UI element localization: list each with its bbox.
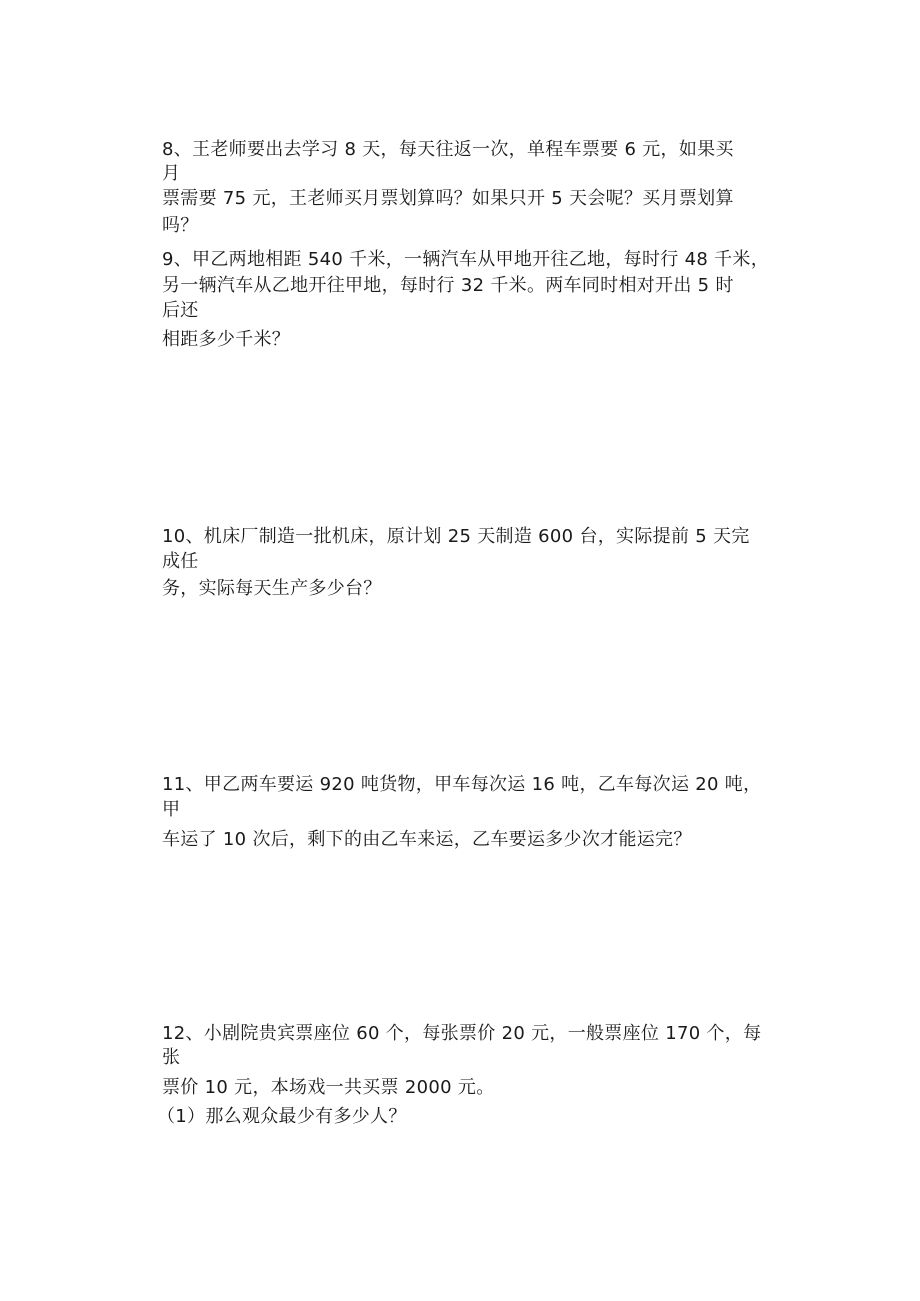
question-9-line-2: 另一辆汽车从乙地开往甲地，每时行 32 千米。两车同时相对开出 5 时 <box>162 275 734 296</box>
question-8-line-1: 8、王老师要出去学习 8 天，每天往返一次，单程车票要 6 元，如果买 <box>162 139 734 160</box>
question-9-line-4: 相距多少千米？ <box>162 329 291 350</box>
question-11-line-3: 车运了 10 次后，剩下的由乙车来运，乙车要运多少次才能运完？ <box>162 829 692 850</box>
question-10-line-3: 务，实际每天生产多少台？ <box>162 578 382 599</box>
question-11-line-1: 11、甲乙两车要运 920 吨货物，甲车每次运 16 吨，乙车每次运 20 吨， <box>162 774 762 795</box>
question-12-line-1: 12、小剧院贵宾票座位 60 个，每张票价 20 元，一般票座位 170 个，每 <box>162 1023 762 1044</box>
question-11-line-2: 甲 <box>162 799 181 820</box>
question-9-line-3: 后还 <box>162 300 199 321</box>
question-12-subquestion-1: （1）那么观众最少有多少人？ <box>157 1106 407 1127</box>
question-8-line-4: 吗？ <box>162 215 199 236</box>
question-12-line-2: 张 <box>162 1047 181 1068</box>
question-9-line-1: 9、甲乙两地相距 540 千米，一辆汽车从甲地开往乙地，每时行 48 千米， <box>162 249 769 270</box>
question-12-line-3: 票价 10 元，本场戏一共买票 2000 元。 <box>162 1077 495 1098</box>
question-8-line-2: 月 <box>162 163 181 184</box>
question-8-line-3: 票需要 75 元，王老师买月票划算吗？如果只开 5 天会呢？买月票划算 <box>162 188 734 209</box>
question-10-line-2: 成任 <box>162 551 199 572</box>
question-10-line-1: 10、机床厂制造一批机床，原计划 25 天制造 600 台，实际提前 5 天完 <box>162 526 750 547</box>
